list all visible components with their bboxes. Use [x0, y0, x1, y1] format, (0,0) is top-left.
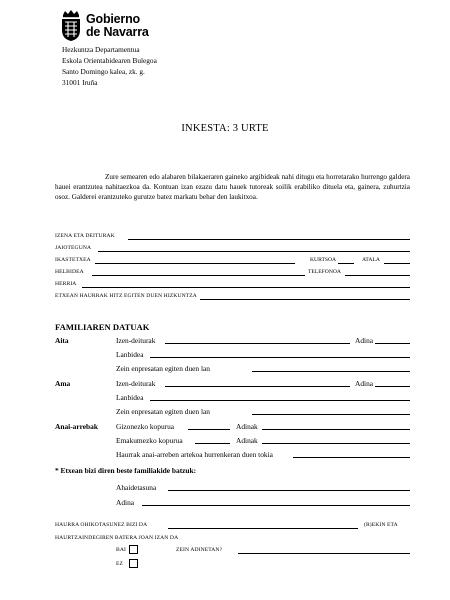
- kurtsoa-label: KURTSOA: [310, 257, 337, 263]
- kurtsoa-field[interactable]: [338, 263, 354, 264]
- izena-field[interactable]: [128, 239, 410, 240]
- izena-label: IZENA ETA DEITURAK: [55, 233, 115, 239]
- address-line-4: 31001 Iruña: [62, 78, 98, 87]
- emakumezko-field[interactable]: [195, 443, 230, 444]
- rekin-label: (R)EKIN ETA: [364, 522, 398, 528]
- jaioteguna-field[interactable]: [98, 251, 410, 252]
- herria-field[interactable]: [82, 287, 410, 288]
- logo-line-1: Gobierno: [86, 12, 140, 26]
- aita-izen-label: Izen-deiturak: [116, 336, 156, 345]
- ama-enpresa-label: Zein enpresatan egiten duen lan: [116, 407, 210, 416]
- emakumezko-label: Emakumezko kopurua: [116, 436, 183, 445]
- hurrenkera-label: Haurrak anai-arreben artekoa hurrenkeran duen tokia: [116, 450, 273, 459]
- family-heading: FAMILIAREN DATUAK: [55, 322, 150, 332]
- address-line-1: Hezkuntza Departamentua: [62, 45, 140, 54]
- ama-adina-field[interactable]: [375, 386, 410, 387]
- ez-label: EZ: [116, 561, 124, 567]
- gobierno-navarra-logo: [59, 9, 169, 43]
- hizkuntza-field[interactable]: [200, 299, 410, 300]
- helbidea-label: HELBIDEA: [55, 269, 84, 275]
- aita-enpresa-field[interactable]: [252, 371, 410, 372]
- helbidea-field[interactable]: [92, 275, 305, 276]
- emakumezko-adinak-field[interactable]: [262, 443, 410, 444]
- intro-text: Zure semearen edo alabaren bilakaeraren gaineko argibideak nahi ditugu eta horretarako hurrengo galdera hauei erantzutea nahitaezkoa da. Kontuan izan ezazu datu hauek tutoreak soilik erabiliko dituela eta, gainera, zuhurtzia osoz. Galderei erantzuteko gurutze batez markatu behar den laukitxoa.: [55, 173, 410, 201]
- gizonezko-field[interactable]: [188, 429, 230, 430]
- hurrenkera-field[interactable]: [293, 457, 410, 458]
- bai-checkbox[interactable]: [129, 545, 138, 554]
- ez-checkbox[interactable]: [129, 559, 138, 568]
- emakumezko-adinak-label-text: Adinak: [236, 436, 258, 445]
- telefonoa-label: TELEFONOA: [308, 269, 341, 275]
- ama-adina-label: Adina: [355, 379, 374, 388]
- ama-enpresa-field[interactable]: [252, 414, 410, 415]
- ahaidetasuna-field[interactable]: [168, 490, 410, 491]
- ohikotasunez-field[interactable]: [168, 528, 358, 529]
- jaioteguna-label: JAIOTEGUNA: [55, 245, 92, 251]
- ama-label: Ama: [55, 379, 71, 388]
- batera-label: HAURTZAINDEGIREN BATERA JOAN IZAN DA: [55, 535, 179, 541]
- aita-lanbidea-field[interactable]: [150, 357, 410, 358]
- atala-label: ATALA: [362, 257, 380, 263]
- ahaidetasuna-label: Ahaidetasuna: [116, 483, 157, 492]
- bai-label: BAI: [116, 547, 126, 553]
- aita-izen-field[interactable]: [165, 343, 350, 344]
- logo-line-2: de Navarra: [86, 25, 149, 39]
- anai-label: Anai-arrebak: [55, 422, 98, 431]
- ama-izen-label: Izen-deiturak: [116, 379, 156, 388]
- gizonezko-adinak-field[interactable]: [262, 429, 410, 430]
- herria-label: HERRIA: [55, 281, 77, 287]
- aita-adina-field[interactable]: [375, 343, 410, 344]
- aita-label: Aita: [55, 336, 69, 345]
- coat-of-arms-icon: [59, 9, 83, 42]
- ama-izen-field[interactable]: [165, 386, 350, 387]
- ohikotasunez-label: HAURRA OHIKOTASUNEZ BIZI DA: [55, 522, 148, 528]
- telefonoa-field[interactable]: [345, 275, 410, 276]
- address-line-2: Eskola Orientabidearen Bulegoa: [62, 56, 157, 65]
- aita-adina-label: Adina: [355, 336, 374, 345]
- adinetan-label: ZEIN ADINETAN?: [176, 547, 223, 553]
- ikastetxea-field[interactable]: [95, 263, 295, 264]
- others-adina-label: Adina: [116, 498, 135, 507]
- ikastetxea-label: IKASTETXEA: [55, 257, 91, 263]
- gizonezko-adinak-label-text: Adinak: [236, 422, 258, 431]
- others-adina-field[interactable]: [142, 505, 410, 506]
- page-title: INKESTA: 3 URTE: [181, 123, 269, 134]
- aita-enpresa-label: Zein enpresatan egiten duen lan: [116, 364, 210, 373]
- address-line-3: Santo Domingo kalea, zk. g.: [62, 67, 145, 76]
- hizkuntza-label: ETXEAN HAURRAK HITZ EGITEN DUEN HIZKUNTZA: [55, 293, 197, 299]
- intro-paragraph: [55, 172, 410, 202]
- atala-field[interactable]: [384, 263, 410, 264]
- adinetan-field[interactable]: [238, 553, 410, 554]
- ama-lanbidea-label: Lanbidea: [116, 393, 144, 402]
- ama-lanbidea-field[interactable]: [150, 400, 410, 401]
- gizonezko-label: Gizonezko kopurua: [116, 422, 175, 431]
- aita-lanbidea-label: Lanbidea: [116, 350, 144, 359]
- others-heading: * Etxean bizi diren beste familiakide batzuk:: [55, 466, 197, 475]
